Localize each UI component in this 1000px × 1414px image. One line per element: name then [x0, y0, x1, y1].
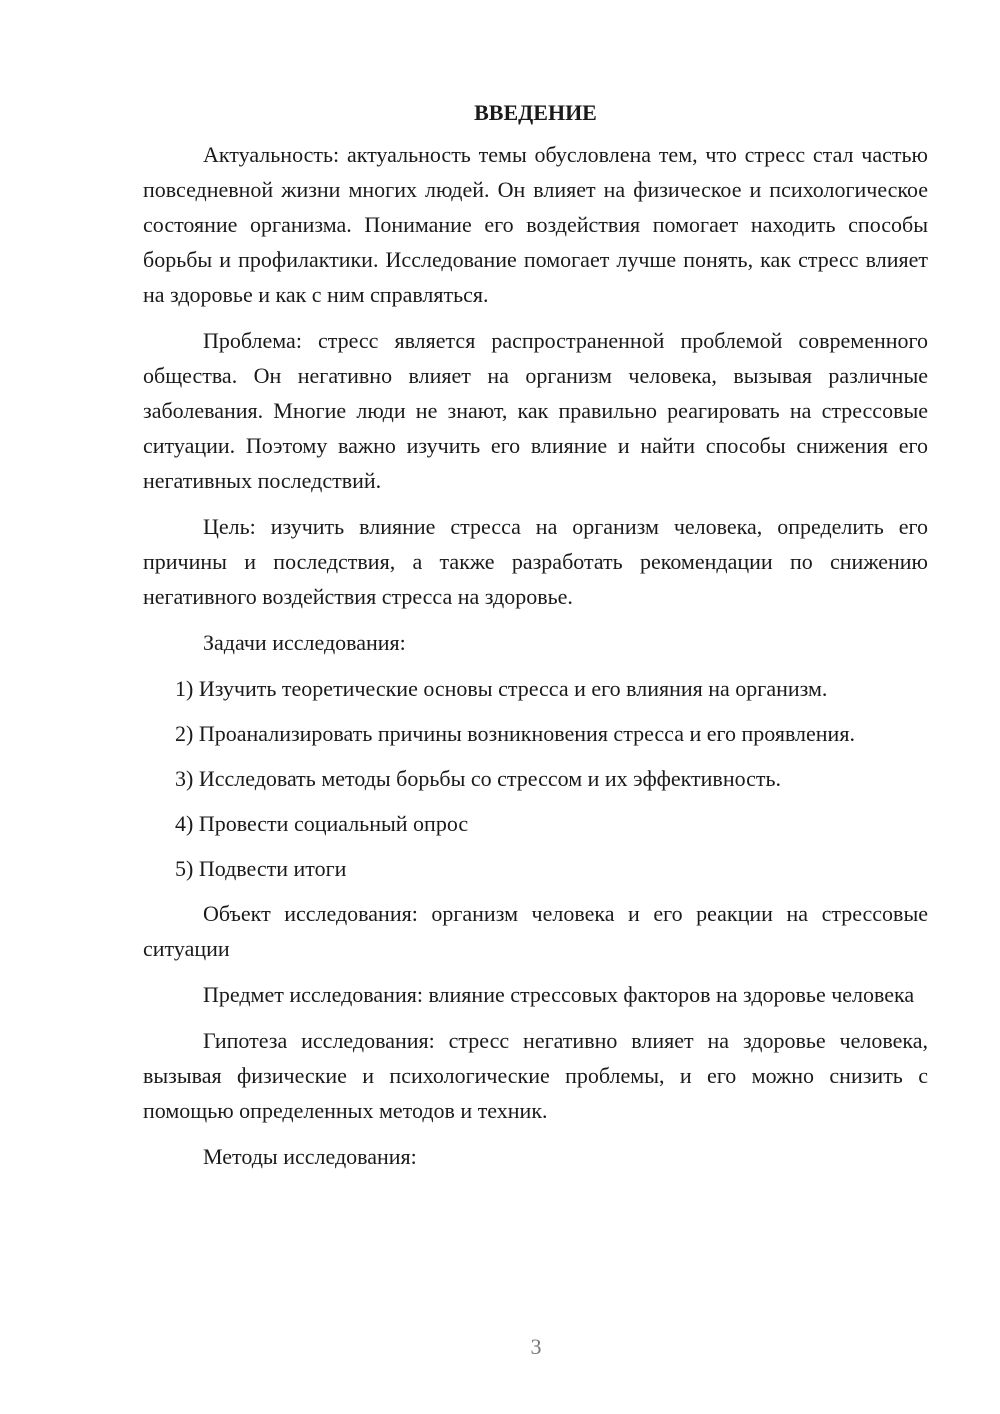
task-item-5: 5) Подвести итоги: [175, 856, 347, 881]
section-title: ВВЕДЕНИЕ: [474, 100, 597, 125]
task-item-2: 2) Проанализировать причины возникновения стресса и его проявления.: [175, 721, 855, 746]
page-content: [143, 95, 928, 1185]
task-item-1: 1) Изучить теоретические основы стресса и его влияния на организм.: [175, 676, 828, 701]
page-number: 3: [530, 1334, 542, 1359]
paragraph-methods: Методы исследования:: [203, 1144, 417, 1169]
paragraph-tasks-heading: Задачи исследования:: [203, 630, 406, 655]
paragraph-subject: Предмет исследования: влияние стрессовых факторов на здоровье человека: [203, 982, 915, 1007]
paragraph-hypothesis: Гипотеза исследования: стресс негативно влияет на здоровье человека, вызывая физические и психологические проблемы, и его можно снизить с помощью определенных методов и техник.: [143, 1028, 928, 1123]
paragraph-goal: Цель: изучить влияние стресса на организм человека, определить его причины и последствия, а также разработать рекомендации по снижению негативного воздействия стресса на здоровье.: [143, 514, 928, 609]
paragraph-relevance: Актуальность: актуальность темы обусловлена тем, что стресс стал частью повседневной жизни многих людей. Он влияет на физическое и психологическое состояние организма. Понимание его воздействия помогает находить способы борьбы и профилактики. Исследование помогает лучше понять, как стресс влияет на здоровье и как с ним справляться.: [143, 142, 928, 307]
paragraph-problem: Проблема: стресс является распространенной проблемой современного общества. Он негативно влияет на организм человека, вызывая различные заболевания. Многие люди не знают, как правильно реагировать на стрессовые ситуации. Поэтому важно изучить его влияние и найти способы снижения его негативных последствий.: [143, 328, 928, 493]
paragraph-object: Объект исследования: организм человека и его реакции на стрессовые ситуации: [143, 901, 928, 961]
task-item-3: 3) Исследовать методы борьбы со стрессом и их эффективность.: [175, 766, 782, 791]
task-item-4: 4) Провести социальный опрос: [175, 811, 469, 836]
